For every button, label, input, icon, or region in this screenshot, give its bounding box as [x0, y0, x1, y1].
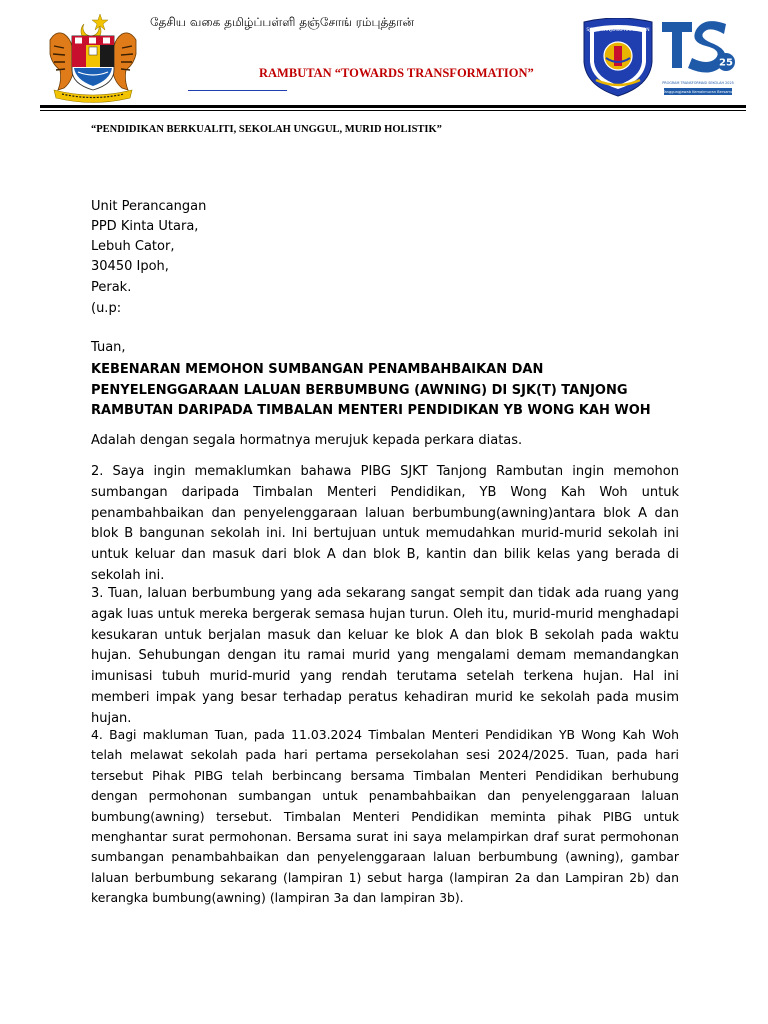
school-badge-logo [580, 18, 656, 100]
letterhead-divider-thick [40, 105, 746, 108]
ts25-number: 25 [719, 57, 733, 69]
address-line: Unit Perancangan [91, 199, 207, 214]
body-paragraph-2: 2. Saya ingin memaklumkan bahawa PIBG SJKT Tanjong Rambutan ingin memohon sumbangan daripada Timbalan Menteri Pendidikan, YB Wong Kah Woh untuk penambahbaikan dan penyelenggaraan laluan berbumbung(awning)antara blok A dan blok B bangunan sekolah ini. Ini bertujuan untuk memudahkan murid-murid sekolah ini untuk keluar dan masuk dari blok A dan blok B, kantin dan bilik kelas yang berada di sekolah ini. [91, 464, 679, 583]
coat-of-arms-logo [44, 10, 142, 106]
address-line: Lebuh Cator, [91, 239, 175, 254]
school-motto: “PENDIDIKAN BERKUALITI, SEKOLAH UNGGUL, MURID HOLISTIK” [91, 124, 442, 135]
school-name-tamil: தேசிய வகை தமிழ்ப்பள்ளி தஞ்சோங் ரம்புத்தான் [150, 15, 415, 29]
letterhead-divider-thin [40, 110, 746, 111]
address-line: (u.p: [91, 301, 122, 316]
body-paragraph-3: 3. Tuan, laluan berbumbung yang ada sekarang sangat sempit dan tidak ada ruang yang agak luas untuk mereka bergerak semasa hujan turun. Oleh itu, murid-murid menghadapi kesukaran untuk berjalan masuk dan keluar ke blok A dan blok B sekolah pada waktu hujan. Sehubungan dengan itu ramai murid yang mengalami demam memandangkan imunisasi tubuh murid-murid yang rendah terutama setelah terkena hujan. Hal ini memberi impak yang besar terhadap peratus kehadiran murid ke sekolah pada musim hujan. [91, 586, 679, 726]
ts25-program-logo [660, 16, 736, 100]
body-paragraph-4: 4. Bagi makluman Tuan, pada 11.03.2024 Timbalan Menteri Pendidikan YB Wong Kah Woh telah melawat sekolah pada hari pertama persekolahan sesi 2024/2025. Tuan, pada hari tersebut Pihak PIBG telah berbincang bersama Timbalan Menteri Pendidikan berhubung dengan permohonan sumbangan untuk penambahbaikan dan penyelenggaraan laluan bumbung(awning) tersebut. Timbalan Menteri Pendidikan meminta pihak PIBG untuk menghantar surat permohonan. Bersama surat ini saya melampirkan draf surat permohonan sumbangan penambahbaikan dan penyelenggaraan laluan berbumbung (awning), gambar laluan berbumbung sekarang (lampiran 1) sebut harga (lampiran 2a dan Lampiran 2b) dan kerangka bumbung(awning) (lampiran 3a dan lampiran 3b). [91, 727, 679, 906]
school-badge-text: SJK(T) TANJONG RAMBUTAN [586, 28, 650, 33]
school-tagline: RAMBUTAN “TOWARDS TRANSFORMATION” [259, 66, 534, 80]
ts25-caption-bottom: Tanggungjawab Kemakmuran Bersama [662, 90, 734, 94]
address-line: 30450 Ipoh, [91, 259, 169, 274]
address-line: PPD Kinta Utara, [91, 219, 199, 234]
intro-paragraph: Adalah dengan segala hormatnya merujuk kepada perkara diatas. [91, 433, 523, 448]
letter-subject: KEBENARAN MEMOHON SUMBANGAN PENAMBAHBAIKAN DAN PENYELENGGARAAN LALUAN BERBUMBUNG (AWNING) DI SJK(T) TANJONG RAMBUTAN DARIPADA TIMBALAN MENTERI PENDIDIKAN YB WONG KAH WOH [91, 362, 651, 418]
salutation: Tuan, [91, 340, 126, 355]
address-line: Perak. [91, 280, 132, 295]
tagline-underline-divider [188, 90, 287, 91]
ts25-caption-top: PROGRAM TRANSFORMASI SEKOLAH 2025 [662, 81, 734, 85]
